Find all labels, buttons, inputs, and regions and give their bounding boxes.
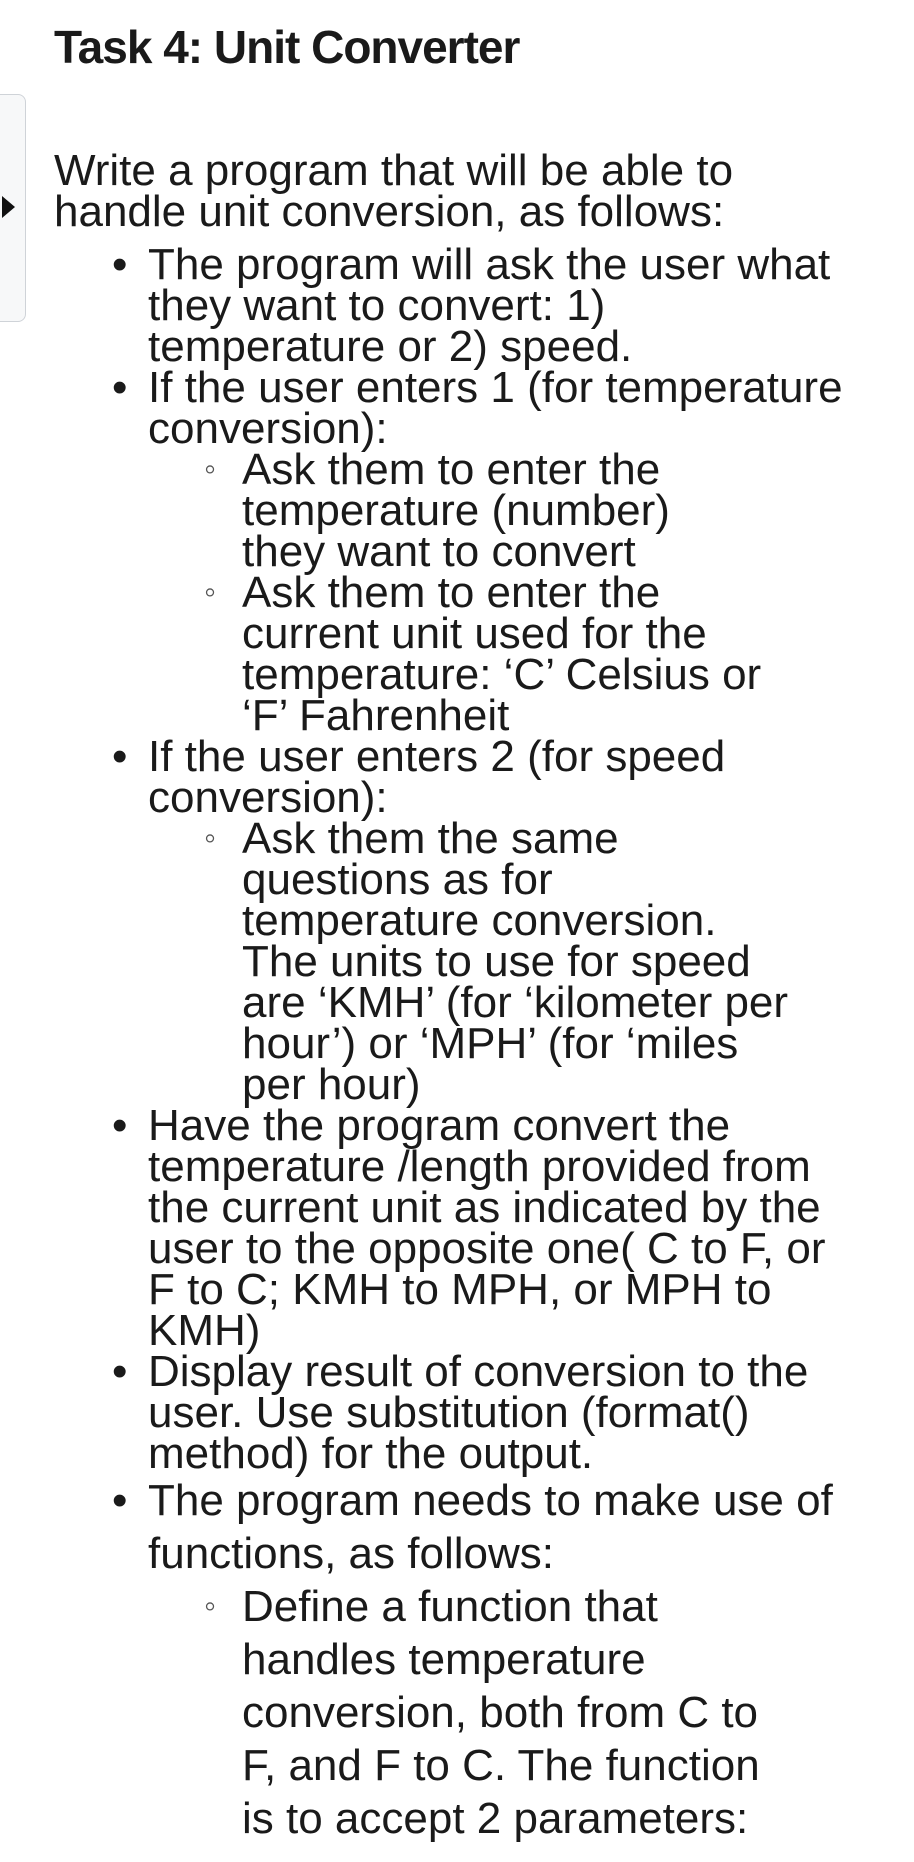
list-item-text: If the user enters 1 (for temperature conversion): xyxy=(148,363,843,453)
list-item-text: If the user enters 2 (for speed conversion): xyxy=(148,732,726,822)
list-item-text: The program needs to make use of functions, as follows: xyxy=(148,1476,833,1578)
list-item xyxy=(148,1474,848,1845)
sub-list-item: ◦ Ask them to enter the temperature (number) they want to convert xyxy=(242,449,692,572)
expand-arrow-icon[interactable] xyxy=(2,196,15,218)
list-item: • Display result of conversion to the user. Use substitution (format() method) for the output. xyxy=(148,1351,848,1474)
sub-list xyxy=(148,445,848,740)
requirements-list xyxy=(54,240,894,1845)
sub-list-item: ◦ Ask them to enter the current unit used for the temperature: ‘C’ Celsius or ‘F’ Fahrenheit xyxy=(242,572,802,736)
sub-list xyxy=(148,1580,848,1845)
list-item: • The program will ask the user what they want to convert: 1) temperature or 2) speed. xyxy=(148,244,848,367)
sub-list-item: ◦ Define a function that handles temperature conversion, both from C to F, and F to C. The function is to accept 2 parameters: xyxy=(242,1580,802,1845)
list-item xyxy=(148,732,848,1109)
task-content xyxy=(54,146,894,1845)
page-title: Task 4: Unit Converter xyxy=(54,21,520,73)
list-item: • Have the program convert the temperature /length provided from the current unit as indicated by the user to the opposite one( C to F, or F to C; KMH to MPH, or MPH to KMH) xyxy=(148,1105,848,1351)
list-item xyxy=(148,363,848,740)
task-intro: Write a program that will be able to handle unit conversion, as follows: xyxy=(54,146,734,236)
sub-list-item: ◦ Ask them the same questions as for temperature conversion. The units to use for speed are ‘KMH’ (for ‘kilometer per hour’) or ‘MPH’ (for ‘miles per hour) xyxy=(242,818,802,1105)
sub-list xyxy=(148,814,848,1109)
